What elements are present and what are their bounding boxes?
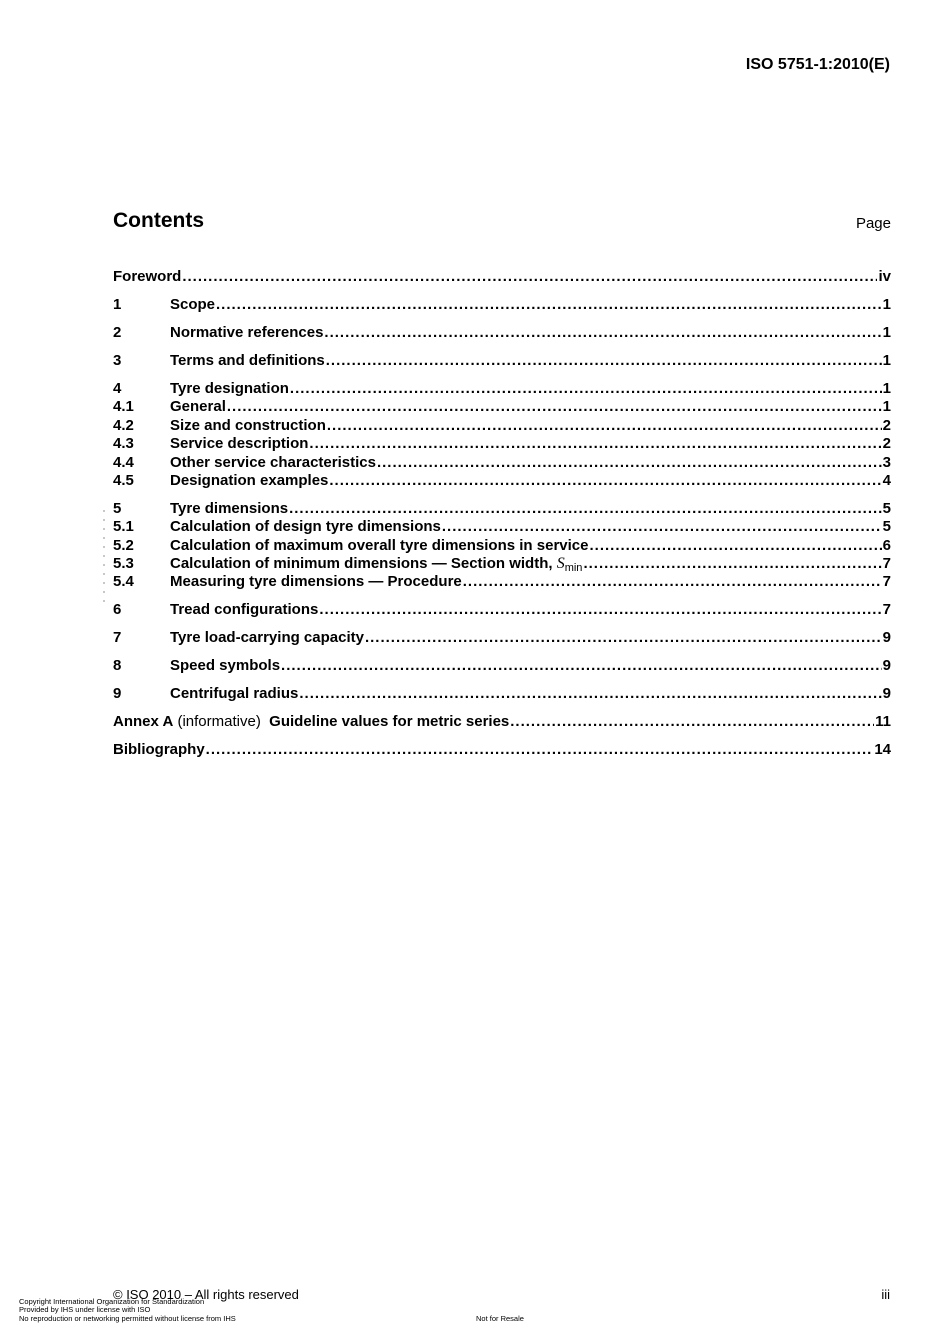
toc-leader (442, 518, 882, 536)
toc-page: 6 (882, 536, 891, 554)
toc-entry-general[interactable] (113, 398, 891, 416)
toc-leader (589, 537, 881, 555)
toc-title: Bibliography (113, 741, 205, 759)
toc-page: 3 (882, 453, 891, 471)
toc-entry-normative-references[interactable] (113, 324, 891, 342)
toc-title: Calculation of design tyre dimensions (170, 518, 441, 536)
toc-page: 14 (874, 741, 891, 759)
toc-entry-tread-configurations[interactable] (113, 601, 891, 619)
toc-title: Scope (170, 295, 216, 313)
toc-leader (281, 657, 882, 675)
annex-title: Guideline values for metric series (269, 713, 510, 731)
toc-leader (299, 685, 881, 703)
toc-title: Designation examples (170, 471, 329, 489)
section-width-subscript: min (564, 562, 583, 575)
footer-page-number: iii (881, 1287, 890, 1302)
toc-entry-centrifugal-radius[interactable] (113, 685, 891, 703)
toc-page: 7 (882, 601, 891, 619)
toc-title: Service description (170, 435, 309, 453)
toc-number: 5 (113, 499, 122, 517)
toc-number: 5.4 (113, 573, 134, 591)
toc-leader (329, 472, 881, 490)
toc-entry-measuring-procedure[interactable] (113, 573, 891, 591)
toc-leader (182, 268, 877, 286)
toc-title: Measuring tyre dimensions — Procedure (170, 573, 462, 591)
license-stamp-line: No reproduction or networking permitted without license from IHS (19, 1314, 236, 1323)
toc-page: 2 (882, 416, 891, 434)
toc-title: Normative references (170, 323, 324, 341)
toc-title-text: Calculation of minimum dimensions — Section width, (170, 555, 557, 573)
toc-leader (463, 573, 882, 591)
toc-number: 1 (113, 295, 122, 313)
toc-title: Tyre load-carrying capacity (170, 629, 364, 647)
toc-entry-designation-examples[interactable] (113, 472, 891, 490)
toc-entry-speed-symbols[interactable] (113, 657, 891, 675)
toc-title: Tread configurations (170, 601, 319, 619)
toc-entry-foreword[interactable] (113, 268, 891, 286)
toc-entry-other-service-characteristics[interactable] (113, 454, 891, 472)
toc-leader (309, 435, 881, 453)
toc-title: Tyre dimensions (170, 499, 289, 517)
toc-leader (324, 324, 881, 342)
toc-leader (583, 555, 881, 573)
page-column-label: Page (855, 215, 891, 232)
toc-title: Speed symbols (170, 657, 281, 675)
toc-page: 9 (882, 629, 891, 647)
toc-page: 1 (882, 351, 891, 369)
toc-number: 5.2 (113, 536, 134, 554)
toc-page: 1 (882, 323, 891, 341)
toc-entry-annex-a[interactable] (113, 713, 891, 731)
section-width-symbol: S (556, 555, 565, 573)
toc-entry-load-carrying-capacity[interactable] (113, 629, 891, 647)
toc-leader (227, 398, 882, 416)
toc-number: 4.2 (113, 416, 134, 434)
toc-page: 2 (882, 435, 891, 453)
toc-entry-tyre-dimensions[interactable] (113, 500, 891, 518)
toc-page: 5 (882, 499, 891, 517)
toc-leader (326, 352, 882, 370)
annex-type: (informative) (173, 713, 270, 731)
toc-entry-scope[interactable] (113, 296, 891, 314)
annex-label: Annex A (113, 713, 174, 731)
toc-title: Other service characteristics (170, 453, 376, 471)
toc-title: Foreword (113, 268, 182, 285)
table-of-contents (113, 268, 891, 760)
license-stamp-line: Provided by IHS under license with ISO (19, 1305, 151, 1314)
toc-number: 7 (113, 629, 122, 647)
toc-entry-service-description[interactable] (113, 435, 891, 453)
toc-leader (206, 741, 874, 759)
toc-page: iv (878, 268, 891, 285)
toc-number: 5.1 (113, 518, 134, 536)
toc-title: Calculation of maximum overall tyre dimensions in service (170, 536, 589, 554)
toc-number: 4.5 (113, 471, 134, 489)
toc-page: 7 (882, 555, 891, 573)
document-id: ISO 5751-1:2010(E) (745, 56, 890, 73)
toc-page: 1 (882, 398, 891, 416)
margin-mark (103, 510, 105, 606)
footer-copyright: © ISO 2010 – All rights reserved (113, 1287, 299, 1302)
toc-page: 1 (882, 295, 891, 313)
toc-title: Centrifugal radius (170, 685, 299, 703)
toc-leader (510, 713, 874, 731)
toc-leader (327, 417, 882, 435)
contents-heading: Contents (113, 209, 204, 232)
toc-entry-tyre-designation[interactable] (113, 380, 891, 398)
toc-number: 5.3 (113, 555, 134, 573)
toc-number: 4.1 (113, 398, 134, 416)
toc-page: 4 (882, 471, 891, 489)
toc-entry-bibliography[interactable] (113, 741, 891, 759)
toc-number: 6 (113, 601, 122, 619)
toc-page: 7 (882, 573, 891, 591)
toc-number: 2 (113, 323, 122, 341)
toc-leader (377, 454, 882, 472)
license-stamp-line: Copyright International Organization for Standardization (19, 1297, 205, 1306)
toc-leader (319, 601, 881, 619)
toc-page: 9 (882, 657, 891, 675)
toc-entry-minimum-dimensions[interactable] (113, 555, 891, 573)
toc-title: General (170, 398, 226, 416)
toc-number: 4 (113, 379, 122, 397)
toc-entry-size-and-construction[interactable] (113, 417, 891, 435)
toc-page: 9 (882, 685, 891, 703)
toc-number: 8 (113, 657, 122, 675)
toc-page: 5 (882, 518, 891, 536)
toc-title (113, 713, 509, 731)
toc-leader (216, 296, 882, 314)
toc-number: 4.3 (113, 435, 134, 453)
not-for-resale-stamp: Not for Resale (476, 1314, 524, 1323)
toc-number: 3 (113, 351, 122, 369)
toc-leader (365, 629, 882, 647)
toc-title: Tyre designation (170, 379, 289, 397)
toc-title: Terms and definitions (170, 351, 325, 369)
toc-page: 11 (875, 713, 891, 731)
toc-number: 9 (113, 685, 122, 703)
toc-leader (290, 380, 882, 398)
toc-entry-terms-and-definitions[interactable] (113, 352, 891, 370)
toc-number: 4.4 (113, 453, 134, 471)
toc-entry-maximum-overall-dimensions[interactable] (113, 537, 891, 555)
toc-title: Size and construction (170, 416, 326, 434)
toc-page: 1 (882, 379, 891, 397)
toc-entry-design-tyre-dimensions[interactable] (113, 518, 891, 536)
toc-leader (289, 500, 882, 518)
